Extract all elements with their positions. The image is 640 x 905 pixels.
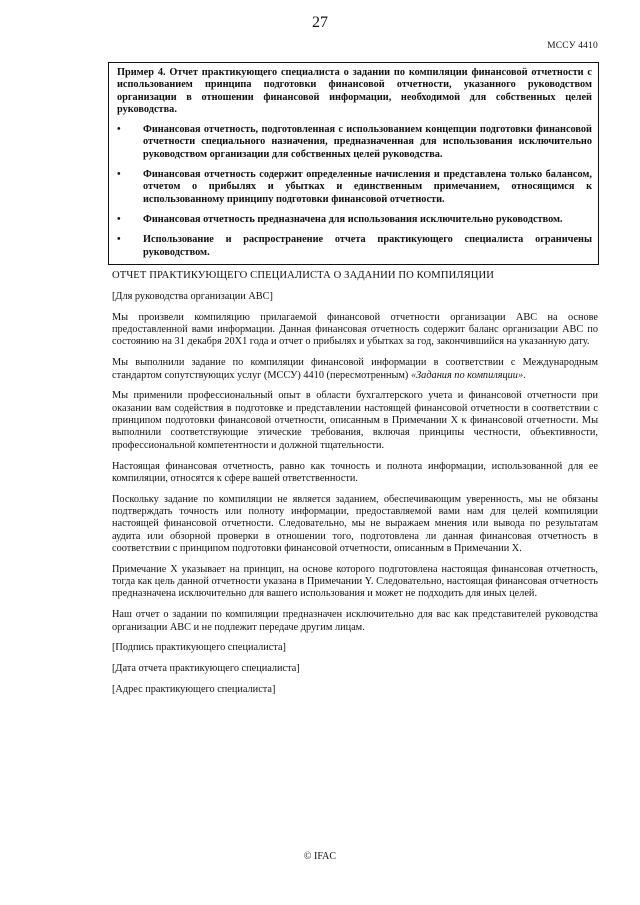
- bullet-item: [117, 234, 592, 259]
- para2-text: Мы выполнили задание по компиляции финансовой информации в соответствии с Международным стандартом сопутствующих услуг (МССУ) 4410 (пересмотренным): [112, 357, 598, 381]
- date-placeholder: [Дата отчета практикующего специалиста]: [112, 663, 300, 675]
- bullet-text: Финансовая отчетность, подготовленная с использованием концепции подготовки финансовой отчетности специального назначения, предназначенная для использования исключительно руководством организации для собственных целей руководства.: [143, 124, 592, 160]
- address-placeholder: [Адрес практикующего специалиста]: [112, 684, 276, 696]
- standard-title-italic: «Задания по компиляции»: [410, 369, 524, 381]
- report-paragraph-7: Наш отчет о задании по компиляции предназначен исключительно для вас как представителей руководства организации АВС и не подлежит передаче другим лицам.: [112, 609, 598, 633]
- bullet-item: [117, 169, 592, 206]
- standard-reference: МССУ 4410: [547, 41, 598, 51]
- example-box: [108, 62, 599, 265]
- copyright-footer: © IFAC: [303, 851, 337, 862]
- bullet-icon: •: [117, 234, 121, 246]
- bullet-item: [117, 214, 592, 226]
- report-paragraph-1: Мы произвели компиляцию прилагаемой финансовой отчетности организации АВС на основе предоставленной вами информации. Данная финансовая отчетность содержит баланс организации АВС по состоянию на 31 декабря 20X1 года и отчет о прибылях и убытках за год, закончившийся на указанную дату.: [112, 311, 598, 348]
- report-paragraph-6: Примечание X указывает на принцип, на основе которого подготовлена настоящая финансовая отчетность, тогда как цель данной отчетности указана в Примечании Y. Следовательно, настоящая финансовая отчетность предназначена исключительно для вашего использования и может не подходить для иных целей.: [112, 563, 598, 600]
- signature-placeholder: [Подпись практикующего специалиста]: [112, 642, 286, 654]
- report-paragraph-2: [112, 357, 598, 382]
- bullet-icon: •: [117, 169, 121, 181]
- report-heading: ОТЧЕТ ПРАКТИКУЮЩЕГО СПЕЦИАЛИСТА О ЗАДАНИИ ПО КОМПИЛЯЦИИ: [112, 270, 495, 281]
- bullet-text: Финансовая отчетность содержит определенные начисления и представлена только балансом, отчетом о прибылях и убытках и единственным примечанием, относящимся к использованному принципу подготовки финансовой отчетности.: [143, 169, 592, 205]
- compilation-report: [112, 270, 598, 705]
- report-addressee: [Для руководства организации АВС]: [112, 290, 273, 302]
- para2-end: .: [523, 369, 526, 381]
- bullet-text: Финансовая отчетность предназначена для использования исключительно руководством.: [143, 213, 563, 225]
- example-title: Пример 4. Отчет практикующего специалиста о задании по компиляции финансовой отчетности с использованием принципа подготовки финансовой отчетности, указанного руководством организации в отношении финансовой информации, необходимой для собственных целей руководства.: [117, 67, 592, 115]
- example-bullet-list: [117, 124, 592, 259]
- bullet-item: [117, 124, 592, 161]
- page-number: 27: [312, 14, 328, 31]
- report-paragraph-5: Поскольку задание по компиляции не является заданием, обеспечивающим уверенность, мы не обязаны подтверждать точность или полноту информации, предоставляемой вами нам для целей компиляции настоящей финансовой отчетности. Следовательно, мы не выражаем мнения или вывода по результатам аудита или обзорной проверки в отношении того, подготовлена ли данная финансовая отчетность в соответствии с принципом подготовки финансовой отчетности, описанным в Примечании X.: [112, 493, 598, 554]
- bullet-text: Использование и распространение отчета практикующего специалиста ограничены руководством.: [143, 234, 592, 258]
- bullet-icon: •: [117, 213, 121, 225]
- report-paragraph-4: Настоящая финансовая отчетность, равно как точность и полнота информации, использованной для ее компиляции, относятся к сфере вашей ответственности.: [112, 460, 598, 484]
- bullet-icon: •: [117, 124, 121, 136]
- report-paragraph-3: Мы применили профессиональный опыт в области бухгалтерского учета и финансовой отчетности при оказании вам содействия в подготовке и представлении настоящей финансовой отчетности в соответствии с принципом подготовки финансовой отчетности, описанным в Примечании X к финансовой отчетности. Мы выполнили соответствующие этические требования, включая принципы честности, объективности, профессиональной компетентности и должной тщательности.: [112, 390, 598, 451]
